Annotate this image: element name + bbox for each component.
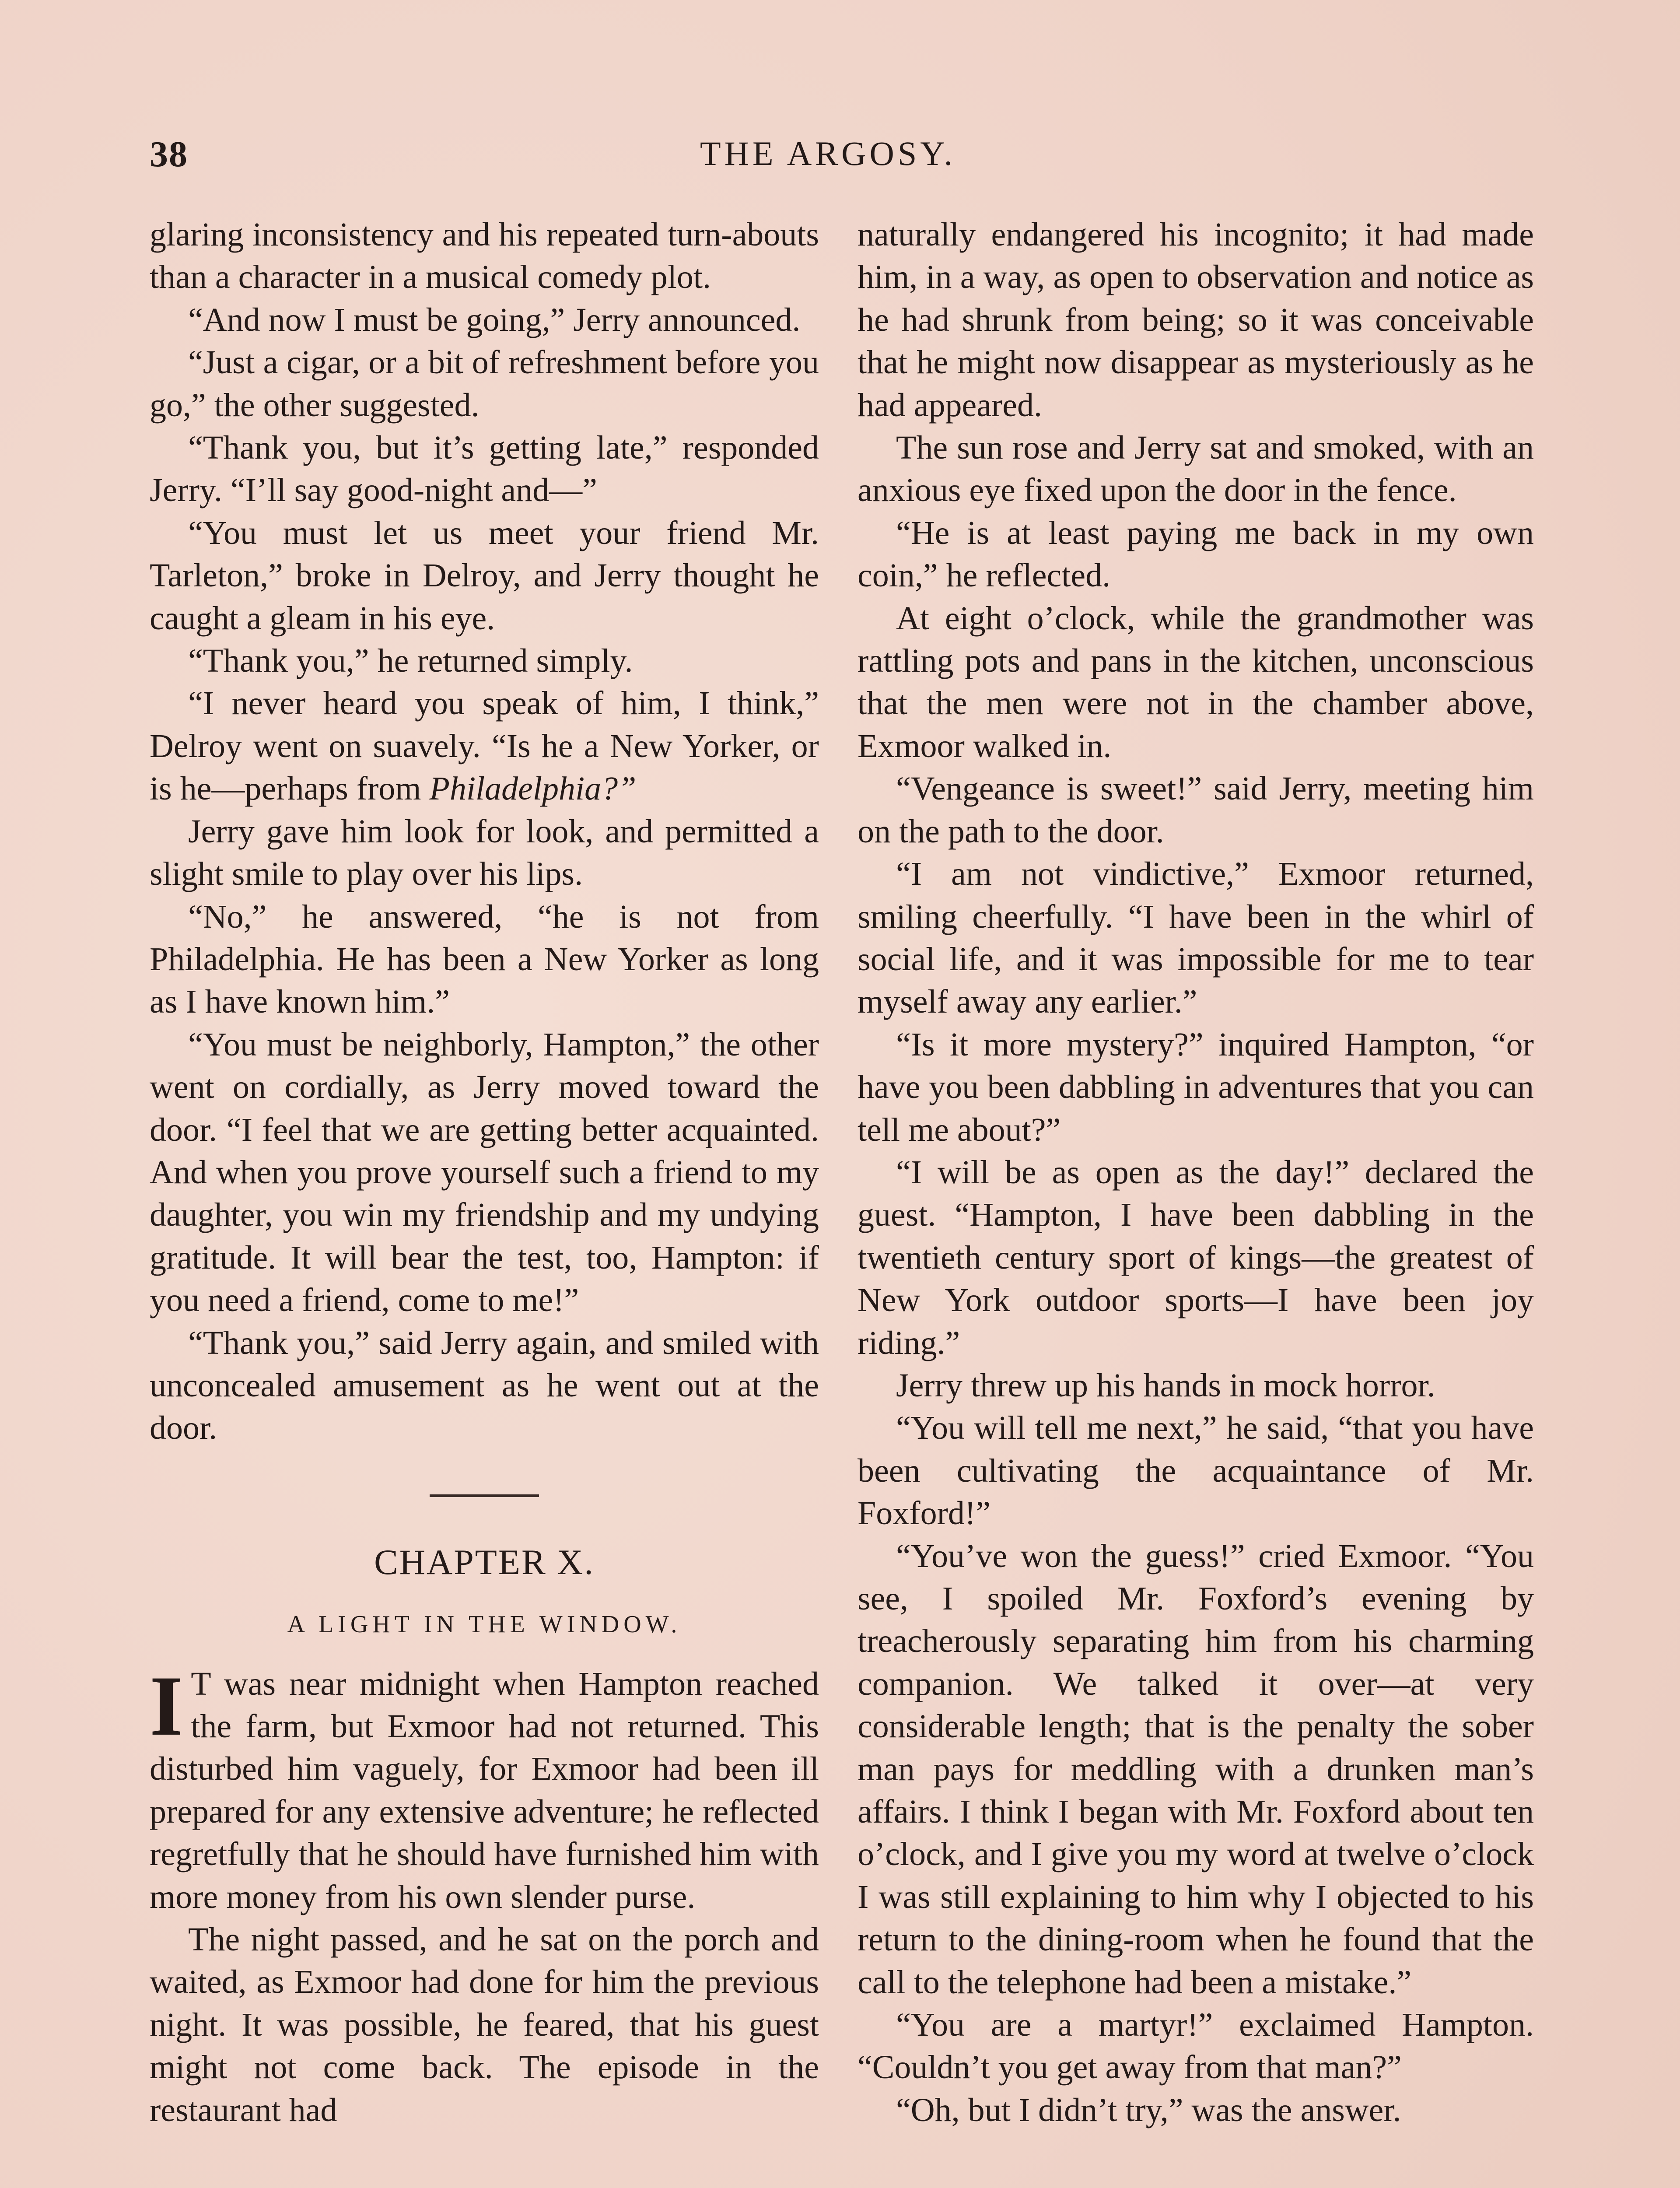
paragraph-text: “You must be neighborly, Hampton,” the other went on cordially, as Jerry moved toward the door. “I feel that we are getting better acquainted. And when you prove yourself such a friend to my daughter, you win my friendship and my undying gratitude. It will bear the test, too, Hampton: if you need a friend, come to me!” [150,1026,819,1319]
paragraph-text: “He is at least paying me back in my own coin,” he reflected. [858,514,1534,594]
left-column [150,214,819,2132]
section-divider [430,1494,539,1497]
paragraph-text: “I am not vindictive,” Exmoor returned, smiling cheerfully. “I have been in the whirl of social life, and it was impossible for me to tear myself away any earlier.” [858,856,1534,1020]
paragraph-text: “And now I must be going,” Jerry announced. [188,301,801,338]
left-paragraphs-before [150,214,819,1450]
paragraph-text: At eight o’clock, while the grandmother was rattling pots and pans in the kitchen, unconscious that the men were not in the chamber above, Exmoor walked in. [858,600,1534,764]
right-paragraphs [858,214,1534,2132]
paragraph [150,1322,819,1450]
paragraph-text: “You are a martyr!” exclaimed Hampton. “Couldn’t you get away from that man?” [858,2006,1534,2086]
first-paragraph-text: T was near midnight when Hampton reached the farm, but Exmoor had not returned. This disturbed him vaguely, for Exmoor had been ill prepared for any extensive adventure; he reflected regretfully that he should have furnished him with more money from his own slender purse. [150,1665,819,1915]
chapter-first-paragraph [150,1658,819,1918]
paragraph-text: “I never heard you speak of him, I think,” Delroy went on suavely. “Is he a New Yorker, or is he—perhaps from [150,685,819,807]
paragraph-text: “Oh, but I didn’t try,” was the answer. [896,2091,1401,2128]
paragraph-text: The night passed, and he sat on the porch and waited, as Exmoor had done for him the previous night. It was possible, he feared, that his guest might not come back. The episode in the restaurant had [150,1921,819,2128]
paragraph [150,810,819,896]
paragraph [150,512,819,640]
paragraph [858,768,1534,853]
italic-text: Philadelphia?” [429,770,637,807]
paragraph-text: “Thank you,” said Jerry again, and smiled with unconcealed amusement as he went out at the door. [150,1324,819,1447]
paragraph [858,512,1534,597]
paragraph [858,2089,1534,2132]
paragraph [858,427,1534,512]
paragraph [858,214,1534,427]
paragraph [858,597,1534,768]
paragraph [858,1151,1534,1364]
paragraph-text: naturally endangered his incognito; it had made him, in a way, as open to observation and notice as he had shrunk from being; so it was conceivable that he might now disappear as mysteriously as he had appeared. [858,216,1534,424]
paragraph-text: “Is it more mystery?” inquired Hampton, “or have you been dabbling in adventures that you can tell me about?” [858,1026,1534,1148]
paragraph [150,214,819,299]
paragraph [150,1024,819,1322]
paragraph [858,2004,1534,2089]
chapter-subtitle: A LIGHT IN THE WINDOW. [287,1611,682,1638]
paragraph [150,427,819,512]
paragraph-text: “I will be as open as the day!” declared the guest. “Hampton, I have been dabbling in the twentieth century sport of kings—the greatest of New York outdoor sports—I have been joy riding.” [858,1154,1534,1361]
paragraph-text: “Thank you, but it’s getting late,” responded Jerry. “I’ll say good-night and—” [150,429,819,509]
paragraph-text: “Just a cigar, or a bit of refreshment before you go,” the other suggested. [150,344,819,424]
paragraph-text: Jerry gave him look for look, and permitted a slight smile to play over his lips. [150,813,819,893]
paragraph [858,1024,1534,1151]
running-header: THE ARGOSY. [700,134,956,172]
paragraph [150,896,819,1024]
paragraph [858,853,1534,1024]
paragraph-text: “You’ve won the guess!” cried Exmoor. “You see, I spoiled Mr. Foxford’s evening by treacherously separating him from his charming companion. We talked it over—at very considerable length; that is the penalty the sober man pays for meddling with a drunken man’s affairs. I think I began with Mr. Foxford about ten o’clock, and I give you my word at twelve o’clock I was still explaining to him why I objected to his return to the dining-room when he found that the call to the telephone had been a mistake.” [858,1537,1534,2001]
paragraph [150,640,819,682]
paragraph [150,1918,819,2132]
paragraph [858,1407,1534,1535]
paragraph [858,1364,1534,1407]
paragraph-text: “You must let us meet your friend Mr. Tarleton,” broke in Delroy, and Jerry thought he caught a gleam in his eye. [150,514,819,637]
paragraph [150,341,819,427]
paragraph-text: glaring inconsistency and his repeated turn-abouts than a character in a musical comedy plot. [150,216,819,296]
paragraph [150,299,819,341]
drop-cap: I [150,1658,183,1753]
chapter-title: CHAPTER X. [374,1542,595,1582]
right-column [858,214,1534,2132]
left-paragraphs-after [150,1918,819,2132]
paragraph [858,1535,1534,2004]
paragraph-text: “Thank you,” he returned simply. [188,642,633,680]
paragraph-text: The sun rose and Jerry sat and smoked, with an anxious eye fixed upon the door in the fence. [858,429,1534,509]
paragraph-text: “You will tell me next,” he said, “that you have been cultivating the acquaintance of Mr. Foxford!” [858,1410,1534,1532]
page-number: 38 [150,134,188,175]
paragraph-text: “No,” he answered, “he is not from Philadelphia. He has been a New Yorker as long as I have known him.” [150,898,819,1020]
paragraph-text: Jerry threw up his hands in mock horror. [896,1367,1435,1404]
paragraph [150,682,819,810]
paragraph-text: “Vengeance is sweet!” said Jerry, meeting him on the path to the door. [858,770,1534,850]
